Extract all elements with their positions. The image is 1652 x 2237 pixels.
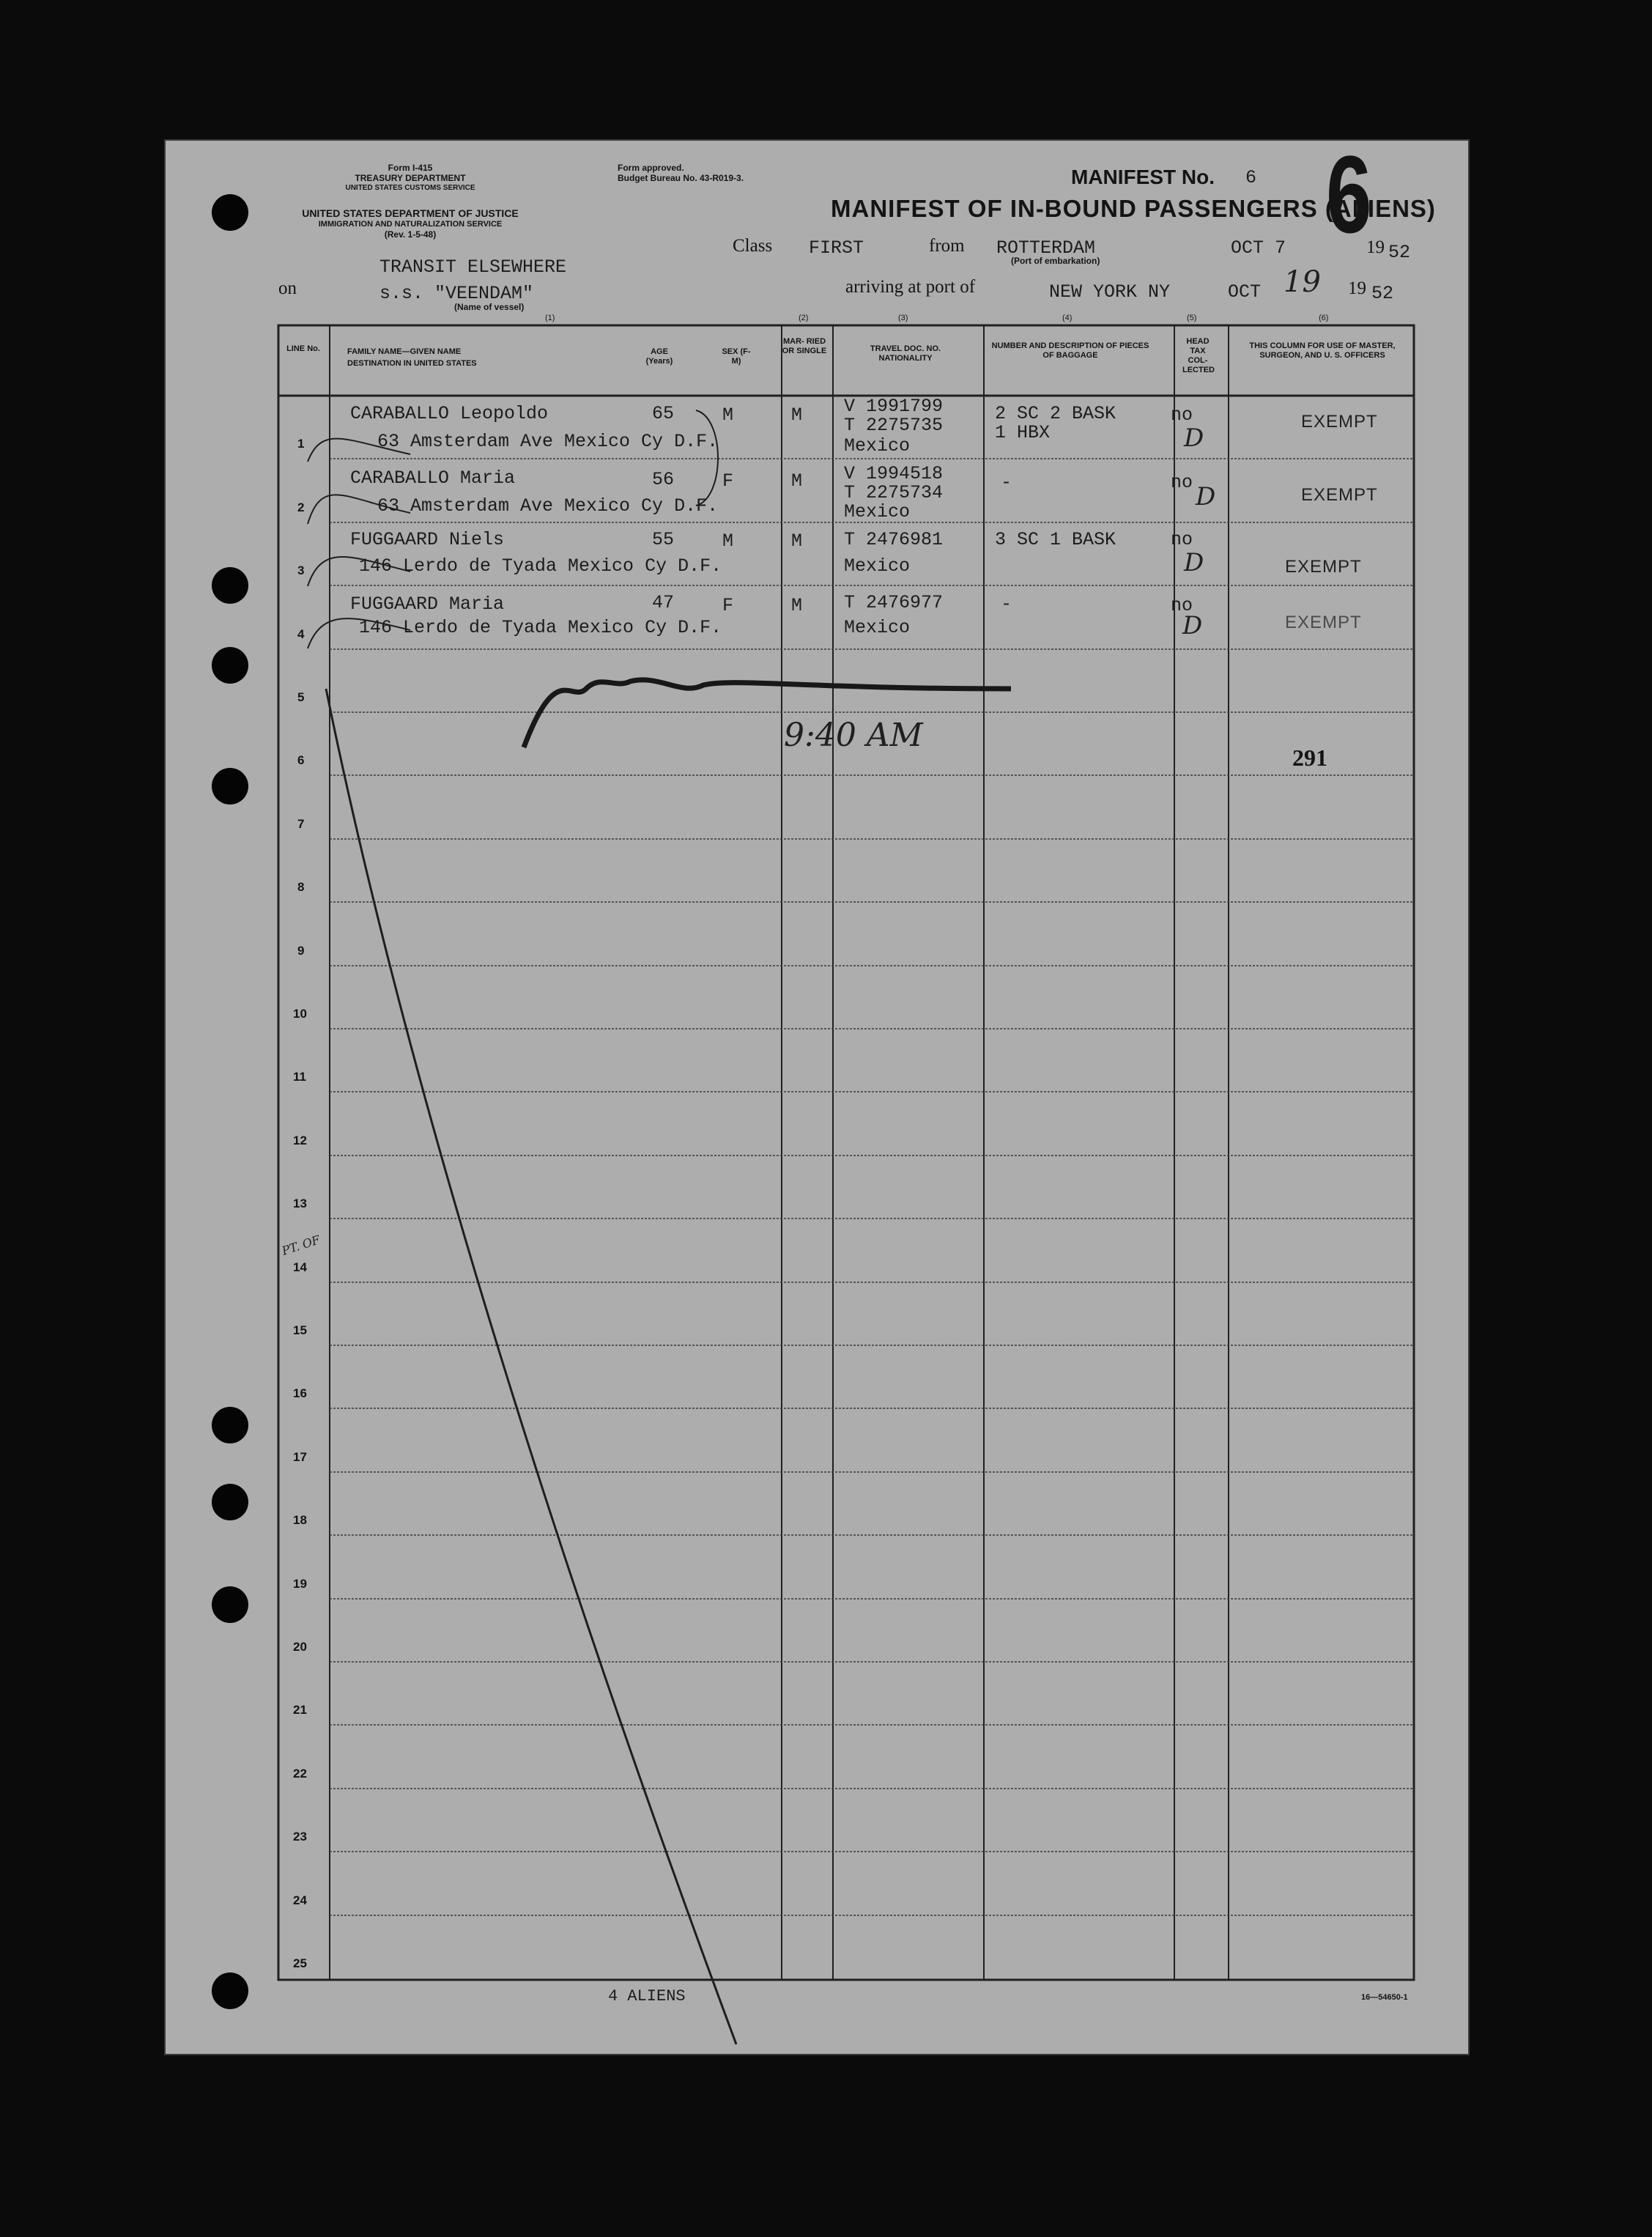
passenger-tax: no — [1171, 472, 1193, 493]
passenger-baggage: 3 SC 1 BASK — [995, 529, 1116, 550]
departure-year-prefix: 19 — [1366, 237, 1385, 257]
budget-bureau: Budget Bureau No. 43-R019-3. — [618, 173, 744, 183]
passenger-doc2: Mexico — [844, 617, 911, 638]
passenger-married: M — [791, 530, 803, 552]
print-code: 16—54650-1 — [1361, 1993, 1408, 2002]
header-sex: SEX (F-M) — [722, 347, 751, 366]
passenger-doc1: T 2476981 — [844, 529, 944, 550]
arriving-label: arriving at port of — [845, 277, 976, 297]
passenger-baggage-2: 1 HBX — [995, 422, 1051, 443]
line-number: 4 — [297, 627, 305, 641]
line-number: 9 — [297, 944, 305, 958]
manifest-no-value: 6 — [1245, 167, 1257, 188]
passenger-name: CARABALLO Leopoldo — [350, 403, 549, 424]
passenger-destination: 63 Amsterdam Ave Mexico Cy D.F. — [377, 495, 719, 517]
footer-alien-count: 4 ALIENS — [608, 1987, 686, 2005]
passenger-name: FUGGAARD Maria — [350, 594, 505, 615]
passenger-destination: 146 Lerdo de Tyada Mexico Cy D.F. — [359, 617, 722, 638]
header-travel-doc: TRAVEL DOC. NO. NATIONALITY — [870, 344, 941, 363]
passenger-sex: F — [722, 470, 734, 492]
passenger-remark: EXEMPT — [1285, 557, 1362, 577]
passenger-tax-mark: D — [1196, 482, 1216, 511]
passenger-baggage: 2 SC 2 BASK — [995, 403, 1116, 424]
col-number-1: (1) — [545, 314, 555, 322]
passenger-sex: M — [722, 404, 734, 426]
line-number: 16 — [293, 1386, 307, 1400]
revision: (Rev. 1-5-48) — [384, 229, 437, 240]
passenger-age: 65 — [652, 403, 675, 424]
passenger-name: CARABALLO Maria — [350, 467, 516, 489]
ins-service: IMMIGRATION AND NATURALIZATION SERVICE — [318, 220, 503, 229]
embark-caption: (Port of embarkation) — [1011, 256, 1100, 266]
passenger-tax-mark: D — [1184, 548, 1204, 577]
passenger-married: M — [791, 595, 803, 616]
class-label: Class — [733, 236, 773, 256]
passenger-doc1: V 1991799 — [844, 396, 944, 417]
passenger-doc2: T 2275735 — [844, 415, 944, 436]
transit-note: TRANSIT ELSEWHERE — [379, 256, 567, 278]
col-number-3: (3) — [898, 314, 908, 322]
embark-port: ROTTERDAM — [996, 237, 1096, 259]
customs-service: UNITED STATES CUSTOMS SERVICE — [345, 184, 475, 192]
col-number-5: (5) — [1187, 314, 1197, 322]
line-number: 24 — [293, 1893, 307, 1907]
col-number-2: (2) — [799, 314, 809, 322]
passenger-name: FUGGAARD Niels — [350, 529, 505, 550]
passenger-sex: M — [722, 530, 734, 552]
time-annotation: 9:40 AM — [784, 717, 923, 754]
passenger-baggage: - — [1001, 472, 1012, 493]
arrival-day: 19 — [1284, 265, 1321, 299]
passenger-destination: 146 Lerdo de Tyada Mexico Cy D.F. — [359, 555, 722, 577]
header-officers: THIS COLUMN FOR USE OF MASTER, SURGEON, AND U. S. OFFICERS — [1249, 341, 1396, 360]
passenger-doc2: T 2275734 — [844, 482, 944, 503]
on-label: on — [278, 278, 297, 298]
passenger-married: M — [791, 404, 803, 426]
header-baggage: NUMBER AND DESCRIPTION OF PIECES OF BAGGAGE — [991, 341, 1149, 360]
arrival-year: 52 — [1371, 283, 1394, 304]
passenger-remark: EXEMPT — [1301, 412, 1378, 432]
manifest-no-label: MANIFEST No. — [1071, 166, 1215, 188]
passenger-destination: 63 Amsterdam Ave Mexico Cy D.F. — [377, 431, 719, 452]
justice-dept: UNITED STATES DEPARTMENT OF JUSTICE — [302, 207, 519, 219]
line-number: 14 — [293, 1260, 307, 1274]
line-number: 19 — [293, 1577, 307, 1591]
line-number: 21 — [293, 1703, 307, 1717]
line-number: 11 — [293, 1070, 306, 1084]
passenger-tax: no — [1171, 595, 1193, 616]
arrival-year-prefix: 19 — [1348, 278, 1366, 298]
passenger-doc2: Mexico — [844, 555, 911, 577]
line-number: 20 — [293, 1640, 307, 1654]
line-number: 8 — [297, 880, 305, 894]
passenger-tax-mark: D — [1182, 611, 1203, 640]
line-number: 6 — [297, 753, 305, 767]
passenger-doc1: V 1994518 — [844, 463, 944, 484]
class-value: FIRST — [809, 237, 864, 259]
manifest-title: MANIFEST OF IN-BOUND PASSENGERS (ALIENS) — [831, 195, 1436, 222]
header-age: AGE (Years) — [645, 347, 673, 366]
line-number: 3 — [297, 563, 305, 577]
vessel-name: s.s. "VEENDAM" — [379, 283, 534, 304]
line-number: 5 — [297, 690, 305, 704]
passenger-doc1: T 2476977 — [844, 592, 944, 613]
line-number: 23 — [293, 1830, 307, 1844]
line-number: 12 — [293, 1134, 307, 1147]
passenger-nationality: Mexico — [844, 435, 911, 456]
departure-date: OCT 7 — [1231, 237, 1286, 259]
stamp-number: 291 — [1292, 744, 1327, 771]
line-number: 13 — [293, 1197, 307, 1210]
from-label: from — [929, 236, 965, 256]
passenger-age: 47 — [652, 592, 675, 613]
arrival-port: NEW YORK NY — [1049, 281, 1171, 303]
header-destination: DESTINATION IN UNITED STATES — [347, 359, 477, 368]
passenger-remark: EXEMPT — [1301, 485, 1378, 505]
passenger-age: 56 — [652, 469, 675, 490]
line-number: 18 — [293, 1513, 307, 1527]
passenger-remark: EXEMPT — [1285, 613, 1362, 632]
form-approved: Form approved. — [618, 163, 684, 173]
line-number: 1 — [297, 437, 305, 451]
arrival-month: OCT — [1228, 281, 1262, 303]
line-number: 15 — [293, 1323, 307, 1337]
passenger-married: M — [791, 470, 803, 492]
passenger-nationality: Mexico — [844, 501, 911, 522]
passenger-baggage: - — [1001, 594, 1012, 615]
vessel-caption: (Name of vessel) — [454, 302, 525, 312]
line-number: 10 — [293, 1007, 307, 1021]
passenger-tax: no — [1171, 529, 1193, 550]
col-number-6: (6) — [1319, 314, 1329, 322]
passenger-tax: no — [1171, 404, 1193, 426]
passenger-age: 55 — [652, 529, 675, 550]
form-number: Form I-415 — [388, 163, 433, 173]
passenger-sex: F — [722, 595, 734, 616]
line-number: 22 — [293, 1767, 307, 1781]
margin-note: PT. OF — [280, 1232, 322, 1258]
col-number-4: (4) — [1062, 314, 1073, 322]
line-number: 17 — [293, 1450, 307, 1464]
line-number: 25 — [293, 1956, 307, 1970]
line-number: 2 — [297, 500, 305, 514]
header-head-tax: HEAD TAX COL- LECTED — [1182, 337, 1215, 374]
header-name: FAMILY NAME—GIVEN NAME — [347, 347, 462, 356]
header-line-no: LINE No. — [286, 344, 320, 353]
manifest-big-number: 6 — [1326, 133, 1372, 256]
line-number: 7 — [297, 817, 305, 831]
treasury-dept: TREASURY DEPARTMENT — [355, 173, 466, 183]
passenger-tax-mark: D — [1184, 424, 1204, 453]
header-married: MAR- RIED OR SINGLE — [782, 337, 827, 355]
departure-year: 52 — [1388, 242, 1411, 263]
